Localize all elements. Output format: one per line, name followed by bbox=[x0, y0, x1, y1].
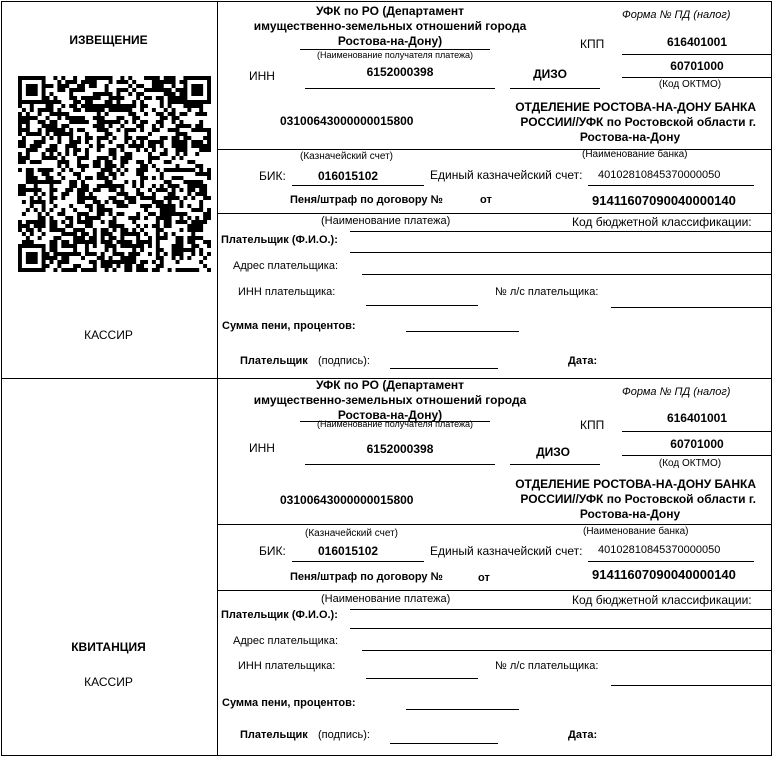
bank-row-divider bbox=[218, 524, 772, 525]
inn-underline bbox=[305, 88, 495, 89]
date-label: Дата: bbox=[568, 355, 598, 367]
recipient-line-1: УФК по РО (Департамент bbox=[315, 378, 465, 392]
unified-account-value: 40102810845370000050 bbox=[598, 169, 721, 181]
form-label: Форма № ПД (налог) bbox=[622, 9, 731, 21]
treasury-caption: (Казначейский счет) bbox=[305, 528, 398, 539]
payer-inn-label: ИНН плательщика: bbox=[238, 286, 336, 298]
izveshchenie-cashier: КАССИР bbox=[84, 328, 133, 342]
oktmo-caption: (Код ОКТМО) bbox=[658, 458, 722, 469]
bik-label: БИК: bbox=[259, 169, 286, 183]
payer-address-line bbox=[362, 650, 772, 651]
dizo-label: ДИЗО bbox=[536, 445, 570, 459]
unified-account-value: 40102810845370000050 bbox=[598, 544, 721, 556]
penalty-label: Пеня/штраф по договору № bbox=[290, 194, 443, 206]
kpp-line bbox=[622, 431, 772, 432]
payment-name-caption: (Наименование платежа) bbox=[321, 215, 451, 227]
form-label: Форма № ПД (налог) bbox=[622, 386, 731, 398]
sum-line bbox=[406, 331, 519, 332]
kvitantsiya-cashier: КАССИР bbox=[84, 675, 133, 689]
bik-underline bbox=[292, 185, 424, 186]
unified-account-label: Единый казначейский счет: bbox=[430, 544, 583, 558]
bank-line-1: ОТДЕЛЕНИЕ РОСТОВА-НА-ДОНУ БАНКА bbox=[515, 100, 756, 114]
payer-inn-line bbox=[366, 305, 478, 306]
kbk-caption: Код бюджетной классификации: bbox=[572, 593, 752, 607]
kpp-label: КПП bbox=[580, 37, 605, 51]
kbk-caption: Код бюджетной классификации: bbox=[572, 215, 752, 229]
unified-account-label: Единый казначейский счет: bbox=[430, 168, 583, 182]
bik-label: БИК: bbox=[259, 544, 286, 558]
kpp-line bbox=[622, 54, 772, 55]
penalty-label: Пеня/штраф по договору № bbox=[290, 571, 443, 583]
date-label: Дата: bbox=[568, 729, 598, 741]
bank-line-2: РОССИИ//УФК по Ростовской области г. bbox=[520, 492, 756, 506]
inn-label: ИНН bbox=[249, 69, 275, 83]
payer-account-line bbox=[611, 685, 772, 686]
from-label: от bbox=[478, 572, 490, 584]
bank-line-1: ОТДЕЛЕНИЕ РОСТОВА-НА-ДОНУ БАНКА bbox=[515, 477, 756, 491]
payer-line bbox=[350, 628, 772, 629]
bank-row-divider bbox=[218, 149, 772, 150]
treasury-caption: (Казначейский счет) bbox=[300, 151, 393, 162]
signature-payer-label: Плательщик bbox=[240, 355, 308, 367]
treasury-account: 03100643000000015800 bbox=[280, 114, 414, 128]
inn-value: 6152000398 bbox=[366, 65, 434, 79]
treasury-account: 03100643000000015800 bbox=[280, 493, 414, 507]
payer-account-label: № л/с плательщика: bbox=[495, 286, 599, 298]
payer-inn-line bbox=[366, 678, 478, 679]
izveshchenie-title: ИЗВЕЩЕНИЕ bbox=[69, 33, 148, 47]
recipient-line-2: имущественно-земельных отношений города bbox=[253, 19, 527, 33]
sum-label: Сумма пени, процентов: bbox=[222, 697, 356, 709]
dizo-label: ДИЗО bbox=[533, 67, 567, 81]
signature-caption: (подпись): bbox=[318, 729, 370, 741]
kbk-value: 91411607090040000140 bbox=[592, 567, 736, 582]
bik-underline bbox=[292, 561, 424, 562]
signature-line bbox=[390, 743, 498, 744]
sum-line bbox=[406, 709, 519, 710]
kpp-label: КПП bbox=[580, 418, 605, 432]
inn-value: 6152000398 bbox=[366, 442, 434, 456]
kbk-value: 91411607090040000140 bbox=[592, 193, 736, 208]
bank-line-3: Ростова-на-Дону bbox=[579, 507, 681, 521]
payer-inn-label: ИНН плательщика: bbox=[238, 660, 336, 672]
dizo-underline bbox=[510, 88, 600, 89]
oktmo-line bbox=[622, 455, 772, 456]
kvitantsiya-title: КВИТАНЦИЯ bbox=[71, 640, 146, 654]
recipient-line-2: имущественно-земельных отношений города bbox=[253, 393, 527, 407]
recipient-caption: (Наименование получателя платежа) bbox=[316, 50, 474, 60]
bank-caption: (Наименование банка) bbox=[583, 526, 689, 537]
form-kvitantsiya bbox=[0, 377, 774, 758]
payer-account-label: № л/с плательщика: bbox=[495, 660, 599, 672]
oktmo-line bbox=[622, 77, 772, 78]
bik-value: 016015102 bbox=[318, 544, 379, 558]
signature-payer-label: Плательщик bbox=[240, 729, 308, 741]
payer-label: Плательщик (Ф.И.О.): bbox=[221, 234, 338, 246]
form-izveshchenie bbox=[0, 0, 774, 378]
recipient-caption: (Наименование получателя платежа) bbox=[316, 419, 474, 429]
payer-address-label: Адрес плательщика: bbox=[233, 635, 339, 647]
payer-label: Плательщик (Ф.И.О.): bbox=[221, 609, 338, 621]
payer-account-line bbox=[611, 307, 772, 308]
oktmo-caption: (Код ОКТМО) bbox=[658, 79, 722, 90]
signature-line bbox=[390, 368, 498, 369]
bik-value: 016015102 bbox=[318, 169, 379, 183]
from-label: от bbox=[480, 194, 492, 206]
bank-line-3: Ростова-на-Дону bbox=[579, 130, 681, 144]
payer-address-label: Адрес плательщика: bbox=[233, 260, 339, 272]
kpp-value: 616401001 bbox=[666, 411, 728, 425]
inn-label: ИНН bbox=[249, 441, 275, 455]
sum-label: Сумма пени, процентов: bbox=[222, 320, 356, 332]
dizo-underline bbox=[510, 464, 600, 465]
oktmo-value: 60701000 bbox=[670, 437, 724, 451]
payer-line bbox=[350, 252, 772, 253]
recipient-line-1: УФК по РО (Департамент bbox=[315, 4, 465, 18]
payment-name-line bbox=[350, 609, 772, 610]
payer-block-divider bbox=[218, 213, 772, 214]
kpp-value: 616401001 bbox=[666, 35, 728, 49]
payer-block-divider bbox=[218, 590, 772, 591]
payment-name-caption: (Наименование платежа) bbox=[321, 593, 451, 605]
recipient-line-3: Ростова-на-Дону) bbox=[337, 34, 443, 48]
signature-caption: (подпись): bbox=[318, 355, 370, 367]
oktmo-value: 60701000 bbox=[670, 59, 724, 73]
unified-account-underline bbox=[588, 561, 754, 562]
payer-address-line bbox=[362, 274, 772, 275]
bank-caption: (Наименование банка) bbox=[582, 149, 688, 160]
unified-account-underline bbox=[588, 185, 754, 186]
bank-line-2: РОССИИ//УФК по Ростовской области г. bbox=[520, 115, 756, 129]
inn-underline bbox=[305, 464, 495, 465]
payment-name-line bbox=[350, 231, 772, 232]
recipient-line-3: Ростова-на-Дону) bbox=[337, 408, 443, 422]
